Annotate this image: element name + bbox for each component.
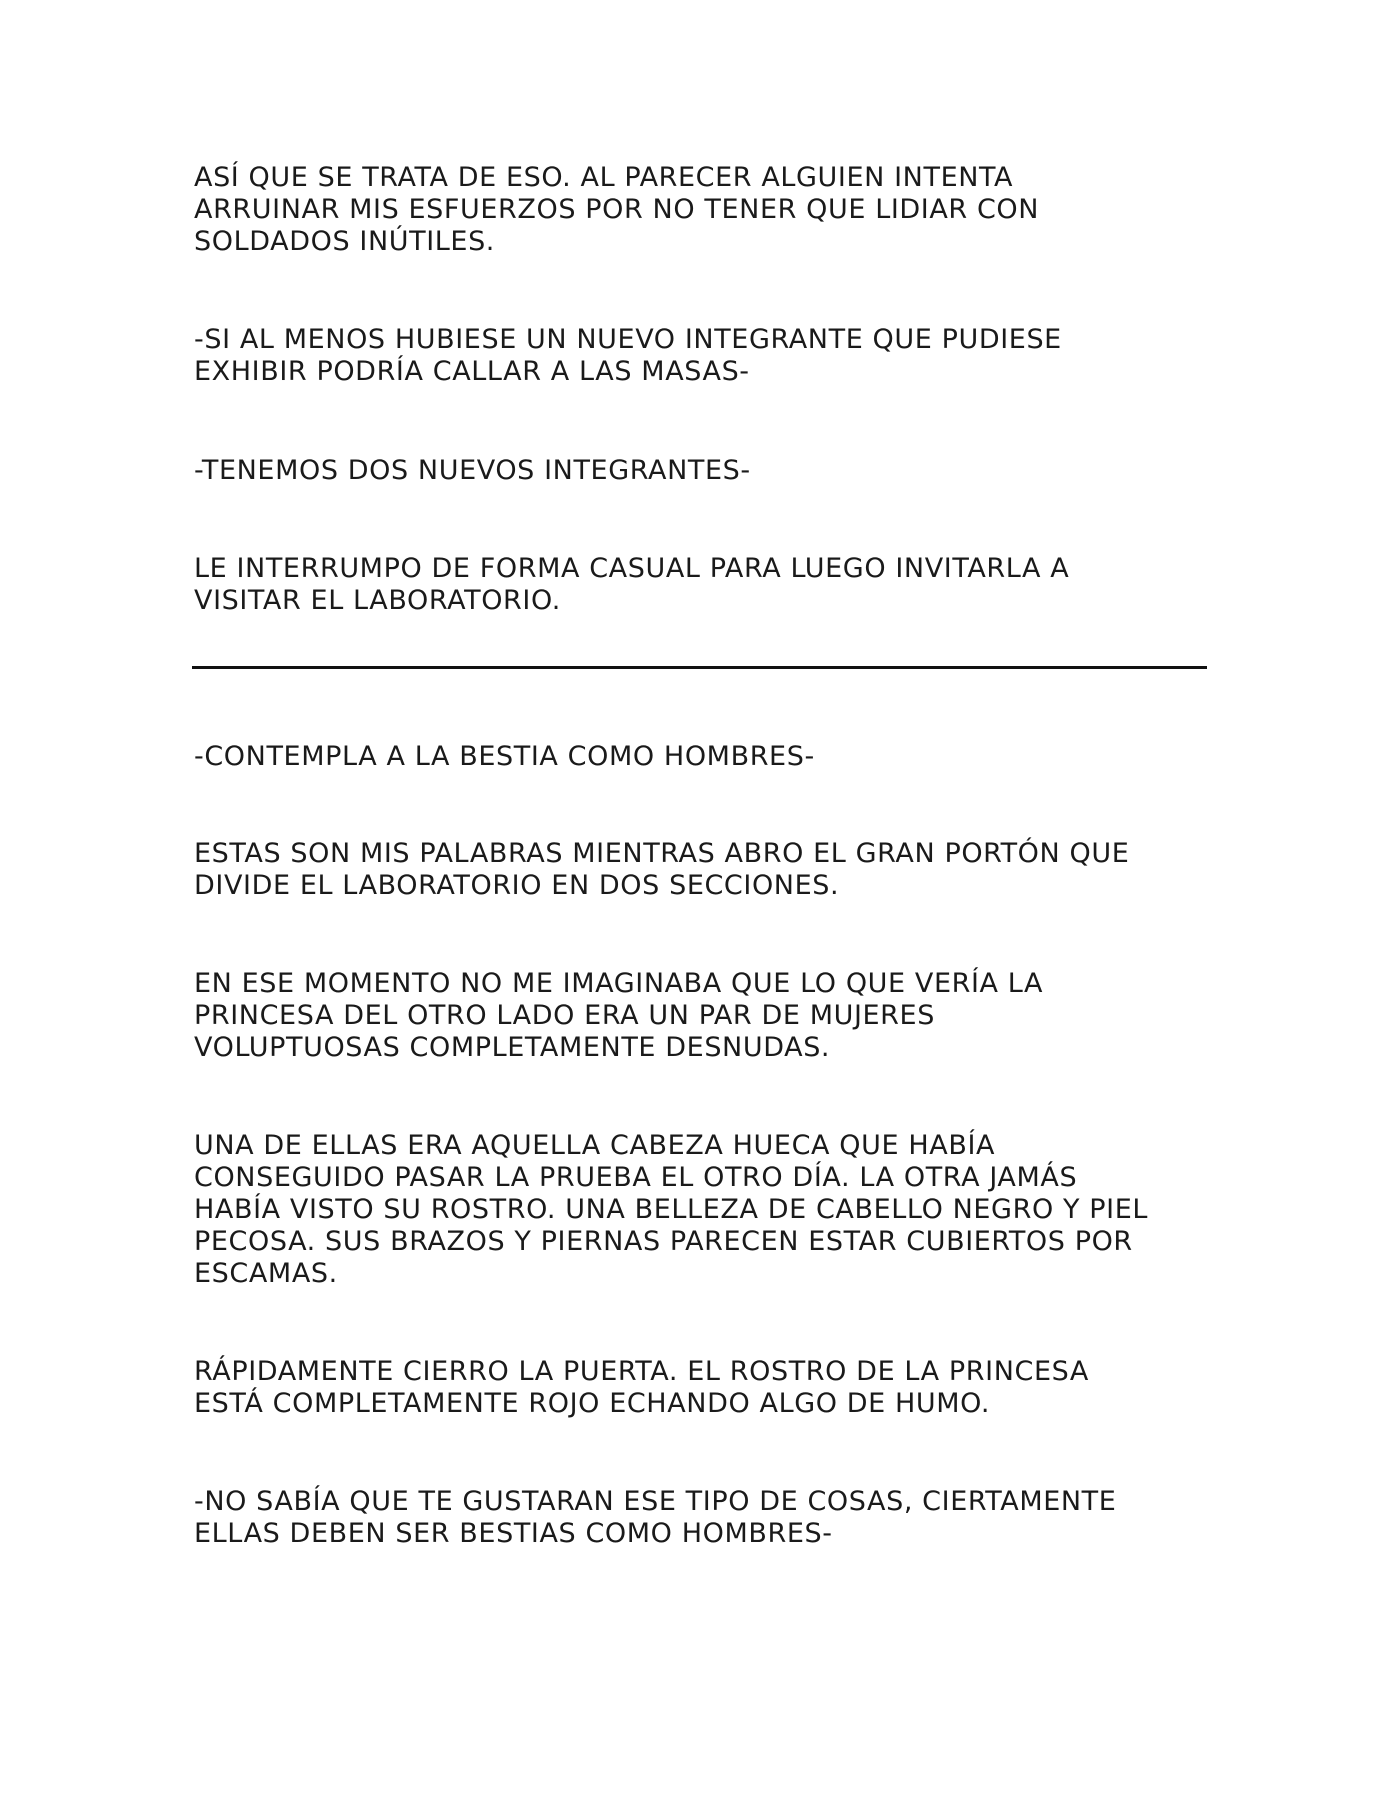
paragraph-2: -SI AL MENOS HUBIESE UN NUEVO INTEGRANTE QUE PUDIESE EXHIBIR PODRÍA CALLAR A LAS MASAS- [194, 324, 1062, 387]
paragraph-7: EN ESE MOMENTO NO ME IMAGINABA QUE LO QUE VERÍA LA PRINCESA DEL OTRO LADO ERA UN PAR DE MUJERES VOLUPTUOSAS COMPLETAMENTE DESNUDAS. [194, 968, 1044, 1063]
paragraph-9: RÁPIDAMENTE CIERRO LA PUERTA. EL ROSTRO DE LA PRINCESA ESTÁ COMPLETAMENTE ROJO ECHANDO ALGO DE HUMO. [194, 1356, 1089, 1419]
paragraph-8: UNA DE ELLAS ERA AQUELLA CABEZA HUECA QUE HABÍA CONSEGUIDO PASAR LA PRUEBA EL OTRO DÍA. LA OTRA JAMÁS HABÍA VISTO SU ROSTRO. UNA BELLEZA DE CABELLO NEGRO Y PIEL PECOSA. SUS BRAZOS Y PIERNAS PARECEN ESTAR CUBIERTOS POR ESCAMAS. [194, 1130, 1148, 1289]
paragraph-10: -NO SABÍA QUE TE GUSTARAN ESE TIPO DE COSAS, CIERTAMENTE ELLAS DEBEN SER BESTIAS COMO HOMBRES- [194, 1486, 1117, 1549]
paragraph-3: -TENEMOS DOS NUEVOS INTEGRANTES- [194, 455, 751, 486]
paragraph-5: -CONTEMPLA A LA BESTIA COMO HOMBRES- [194, 741, 815, 772]
section-divider [192, 666, 1207, 669]
paragraph-1: ASÍ QUE SE TRATA DE ESO. AL PARECER ALGUIEN INTENTA ARRUINAR MIS ESFUERZOS POR NO TENER QUE LIDIAR CON SOLDADOS INÚTILES. [194, 162, 1040, 257]
paragraph-6: ESTAS SON MIS PALABRAS MIENTRAS ABRO EL GRAN PORTÓN QUE DIVIDE EL LABORATORIO EN DOS SECCIONES. [194, 838, 1130, 901]
paragraph-4: LE INTERRUMPO DE FORMA CASUAL PARA LUEGO INVITARLA A VISITAR EL LABORATORIO. [194, 553, 1070, 616]
